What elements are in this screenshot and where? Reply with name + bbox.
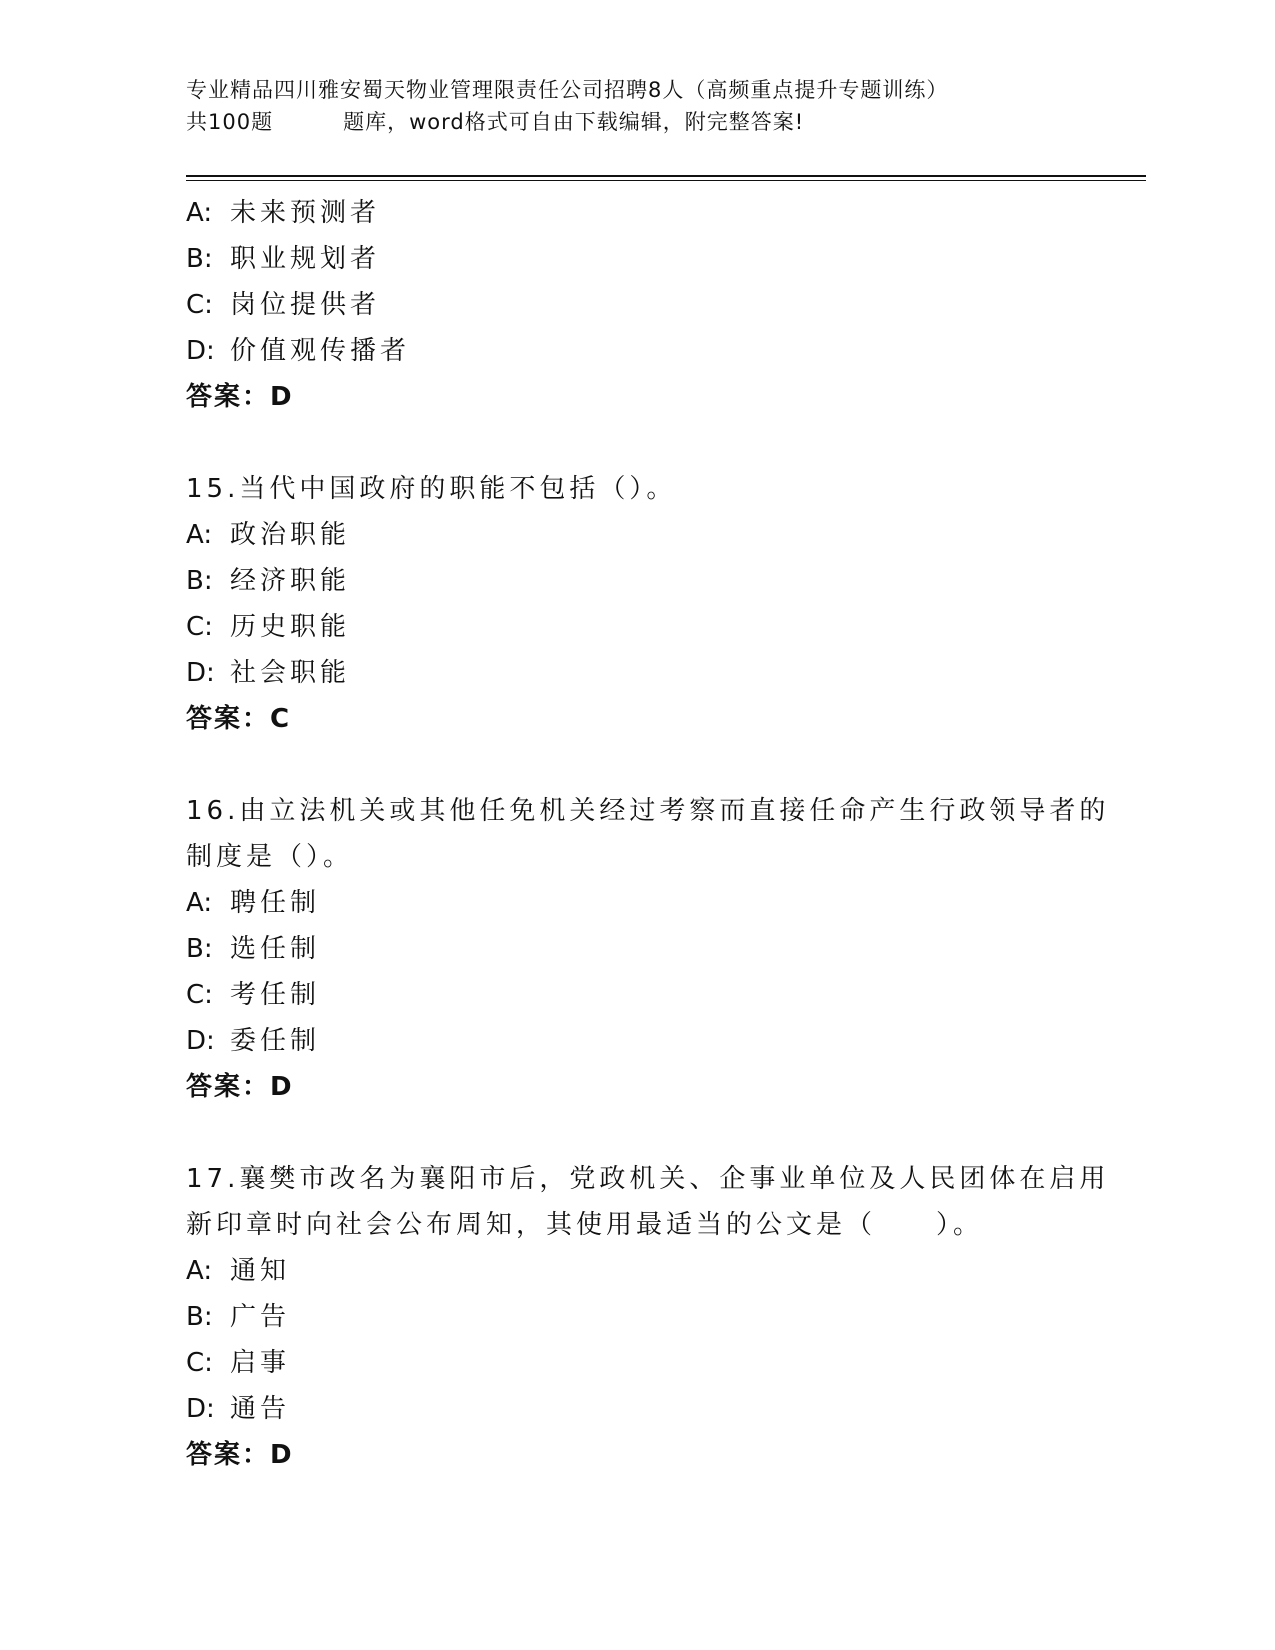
option-label: D:	[186, 336, 215, 366]
option-label: D:	[186, 1394, 215, 1424]
header-title: 专业精品四川雅安蜀天物业管理限责任公司招聘8人（高频重点提升专题训练）	[186, 78, 949, 102]
question-block-14	[186, 190, 1086, 420]
question-list	[186, 190, 1110, 1478]
option-text: 价值观传播者	[230, 336, 411, 366]
option-b	[186, 926, 1086, 972]
option-text: 经济职能	[230, 566, 351, 596]
option-text: 通告	[230, 1394, 291, 1424]
question-stem: 15.当代中国政府的职能不包括（）。	[186, 474, 677, 504]
option-c	[186, 282, 1086, 328]
option-a	[186, 512, 1086, 558]
question-stem-continued	[186, 1202, 1086, 1248]
option-text: 政治职能	[230, 520, 351, 550]
option-text: 委任制	[230, 1026, 321, 1056]
question-stem-continued: 制度是（）。	[186, 842, 354, 872]
header-count: 共100题	[186, 110, 274, 134]
question-block-15	[186, 466, 1086, 742]
header-divider-thin	[186, 180, 1146, 181]
option-b	[186, 558, 1086, 604]
option-text: 考任制	[230, 980, 321, 1010]
option-label: A:	[186, 888, 213, 918]
option-c	[186, 1340, 1086, 1386]
question-block-16	[186, 788, 1110, 1110]
option-text: 职业规划者	[230, 244, 381, 274]
answer-line: 答案：D	[186, 382, 294, 412]
option-text: 聘任制	[230, 888, 321, 918]
answer-line: 答案：D	[186, 1072, 294, 1102]
option-d	[186, 650, 1086, 696]
option-label: D:	[186, 658, 215, 688]
option-label: C:	[186, 980, 213, 1010]
option-label: C:	[186, 1348, 213, 1378]
answer-line: 答案：D	[186, 1440, 294, 1470]
option-c	[186, 604, 1086, 650]
option-label: B:	[186, 566, 213, 596]
question-stem-end: ）。	[936, 1210, 984, 1240]
question-stem: 17.襄樊市改名为襄阳市后，党政机关、企事业单位及人民团体在启用	[186, 1164, 1110, 1194]
option-label: A:	[186, 1256, 213, 1286]
option-label: A:	[186, 520, 213, 550]
option-label: A:	[186, 198, 213, 228]
document-header	[186, 74, 1086, 138]
option-b	[186, 236, 1086, 282]
header-note: 题库，word格式可自由下载编辑，附完整答案!	[343, 110, 805, 134]
question-block-17	[186, 1156, 1110, 1478]
option-d	[186, 1018, 1086, 1064]
option-text: 通知	[230, 1256, 291, 1286]
answer-line: 答案：C	[186, 704, 292, 734]
option-text: 广告	[230, 1302, 291, 1332]
option-label: B:	[186, 244, 213, 274]
option-d	[186, 1386, 1086, 1432]
option-text: 社会职能	[230, 658, 351, 688]
option-label: D:	[186, 1026, 215, 1056]
option-text: 历史职能	[230, 612, 351, 642]
option-text: 未来预测者	[230, 198, 381, 228]
option-label: C:	[186, 290, 213, 320]
option-d	[186, 328, 1086, 374]
option-text: 选任制	[230, 934, 321, 964]
option-a	[186, 1248, 1086, 1294]
option-label: B:	[186, 934, 213, 964]
option-a	[186, 880, 1086, 926]
option-c	[186, 972, 1086, 1018]
question-stem: 16.由立法机关或其他任免机关经过考察而直接任命产生行政领导者的	[186, 796, 1110, 826]
question-stem-part: 新印章时向社会公布周知，其使用最适当的公文是（	[186, 1210, 877, 1240]
option-label: B:	[186, 1302, 213, 1332]
option-label: C:	[186, 612, 213, 642]
option-a	[186, 190, 1086, 236]
header-subtitle	[186, 106, 1086, 138]
option-text: 启事	[230, 1348, 291, 1378]
option-text: 岗位提供者	[230, 290, 381, 320]
option-b	[186, 1294, 1086, 1340]
header-divider-thick	[186, 175, 1146, 177]
